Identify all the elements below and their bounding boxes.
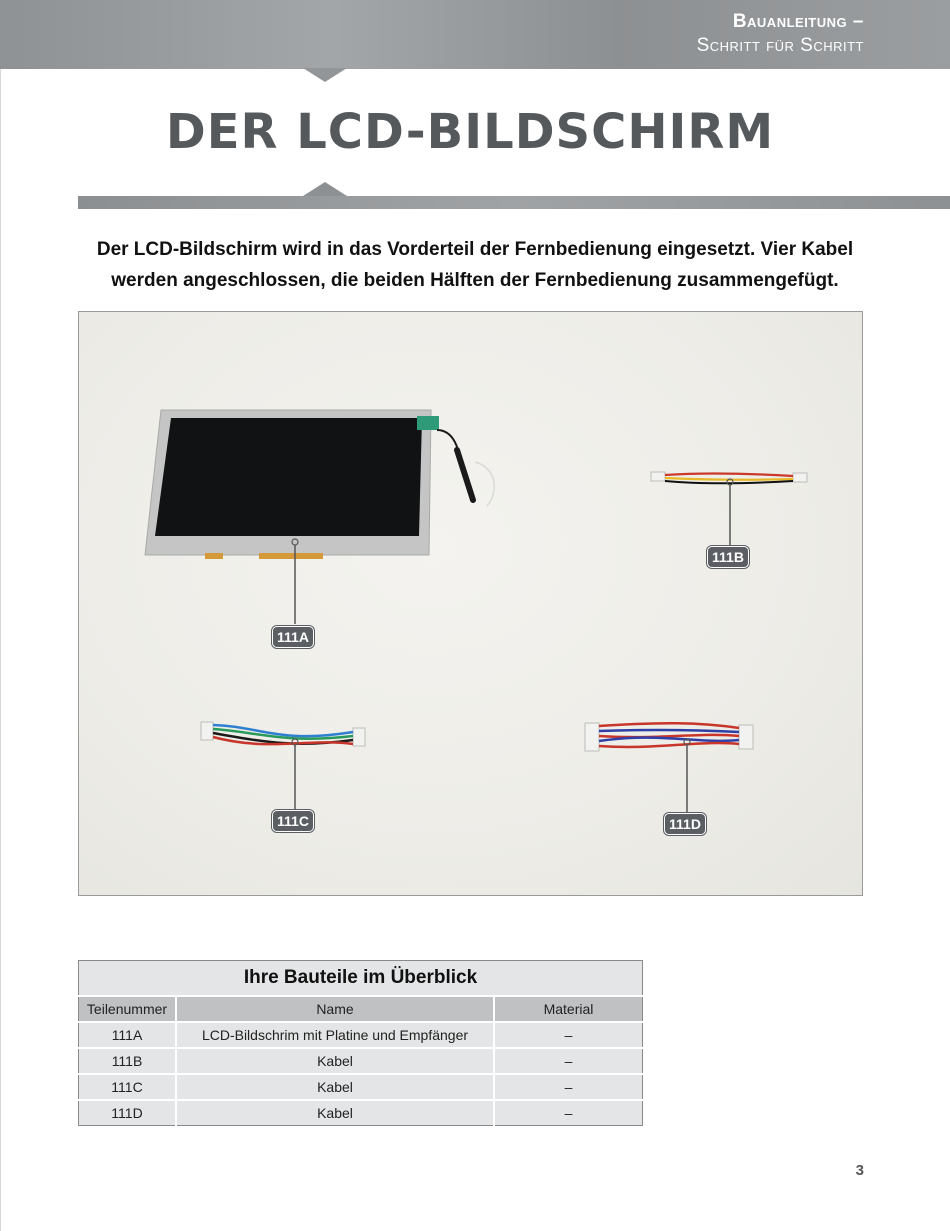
parts-photo (78, 311, 863, 896)
parts-table (78, 960, 643, 1126)
parts-table-header (79, 996, 643, 1022)
cell-material: – (494, 1100, 643, 1126)
intro-text (60, 234, 890, 296)
cell-material: – (494, 1074, 643, 1100)
cell-part-number: 111D (79, 1100, 177, 1126)
label-111a: 111A (272, 626, 314, 648)
table-row (79, 1048, 643, 1074)
cell-name: Kabel (176, 1048, 494, 1074)
cell-material: – (494, 1048, 643, 1074)
label-111c: 111C (272, 810, 314, 832)
cell-name: Kabel (176, 1100, 494, 1126)
cell-part-number: 111A (79, 1022, 177, 1048)
cell-part-number: 111B (79, 1048, 177, 1074)
lcd-screen-image (145, 410, 494, 559)
column-header-material: Material (494, 996, 643, 1022)
cell-name: LCD-Bildschrim mit Platine und Empfänger (176, 1022, 494, 1048)
running-header (697, 10, 864, 58)
cell-part-number: 111C (79, 1074, 177, 1100)
cable-111c-image (201, 722, 365, 746)
intro-line1: Der LCD-Bildschirm wird in das Vorderteil der Fernbedienung eingesetzt. Vier Kabel (96, 239, 854, 260)
cell-name: Kabel (176, 1074, 494, 1100)
label-111b: 111B (707, 546, 749, 568)
table-row (79, 1074, 643, 1100)
table-row (79, 1100, 643, 1126)
cable-111d-image (585, 723, 753, 751)
parts-photo-illustration (79, 312, 863, 896)
label-111d: 111D (664, 813, 706, 835)
running-header-line2: Schritt für Schritt (696, 35, 864, 56)
running-header-line1: Bauanleitung – (732, 11, 864, 32)
page-title: DER LCD-BILDSCHIRM (165, 104, 775, 160)
cell-material: – (494, 1022, 643, 1048)
column-header-part-number: Teilenummer (79, 996, 177, 1022)
page-number: 3 (855, 1162, 864, 1179)
table-row (79, 1022, 643, 1048)
title-rule-notch (303, 182, 347, 196)
intro-line2: werden angeschlossen, die beiden Hälften der Fernbedienung zusammengefügt. (111, 270, 839, 291)
parts-table-title: Ihre Bauteile im Überblick (79, 961, 643, 997)
column-header-name: Name (176, 996, 494, 1022)
page-edge (0, 0, 1, 1231)
title-rule (78, 196, 950, 209)
header-notch (303, 68, 347, 82)
cable-111b-image (651, 472, 807, 485)
